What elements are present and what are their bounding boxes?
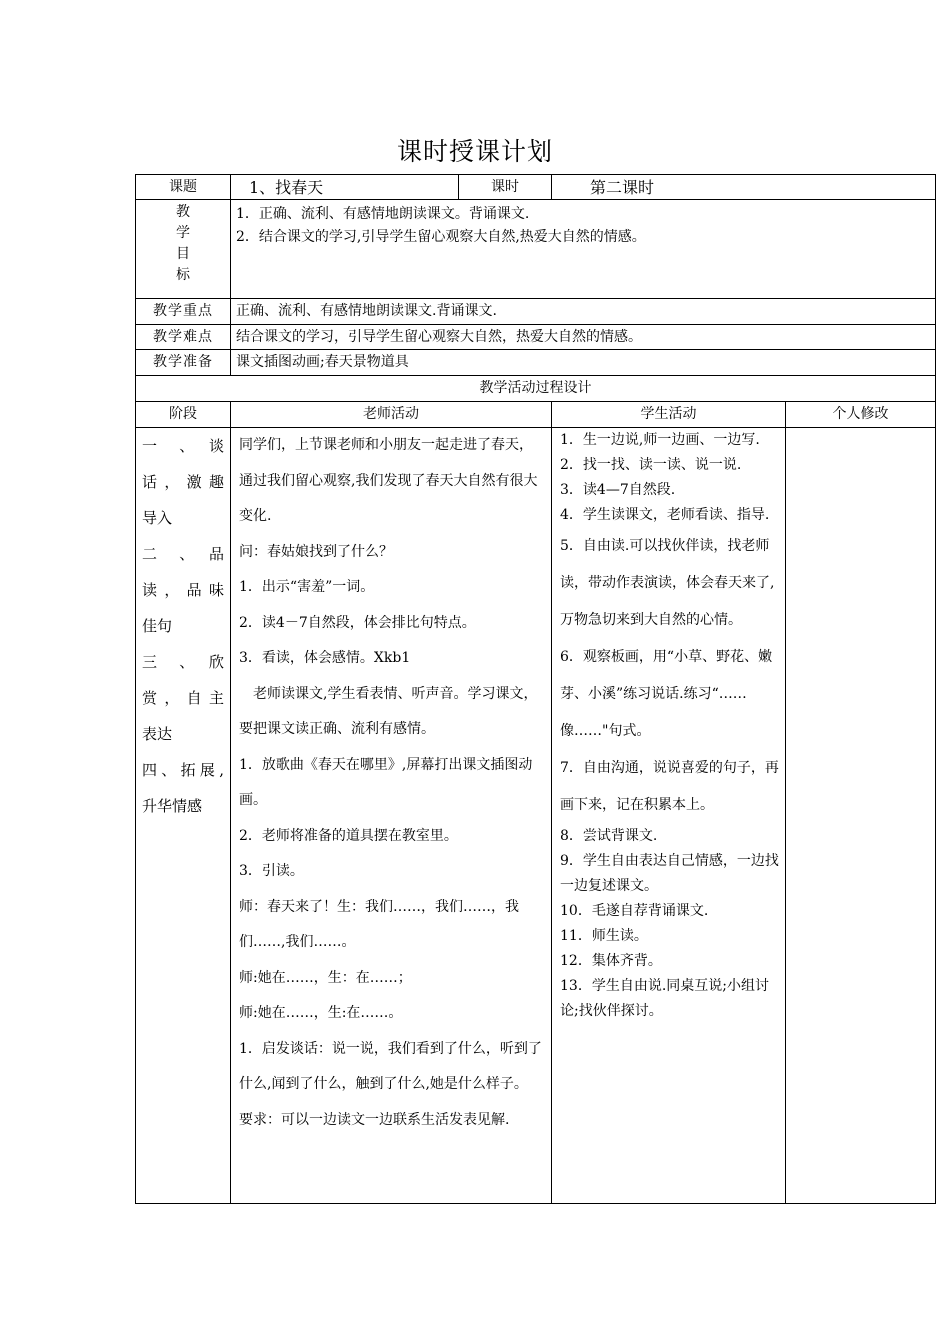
process-columns-row bbox=[136, 402, 936, 428]
student-line: 1．生一边说,师一边画、一边写. bbox=[560, 432, 760, 448]
student-line: 3．读4—7自然段. bbox=[560, 482, 676, 498]
teacher-line: 1．出示“害羞”一词。 bbox=[239, 579, 375, 595]
teacher-activity-cell bbox=[231, 428, 552, 1204]
student-line: 4．学生读课文，老师看读、指导. bbox=[560, 507, 770, 523]
period-label: 课时 bbox=[459, 175, 552, 200]
student-activity-cell bbox=[552, 428, 786, 1204]
preparation-label: 教学准备 bbox=[136, 350, 231, 376]
lesson-plan-table bbox=[135, 174, 936, 1204]
column-stage: 阶段 bbox=[136, 402, 231, 428]
teacher-line: 3．引读。 bbox=[239, 863, 304, 879]
teacher-line: 1．启发谈话：说一说，我们看到了什么，听到了什么,闻到了什么，触到了什么,她是什么样子。 bbox=[239, 1040, 542, 1092]
teacher-line: 1．放歌曲《春天在哪里》,屏幕打出课文插图动画。 bbox=[239, 756, 533, 808]
process-section-title: 教学活动过程设计 bbox=[136, 376, 936, 402]
teacher-line: 师:她在……，生：在……； bbox=[239, 969, 412, 986]
goal-item: 2．结合课文的学习,引导学生留心观察大自然,热爱大自然的情感。 bbox=[236, 229, 646, 245]
student-line: 13．学生自由说.同桌互说;小组讨论;找伙伴探讨。 bbox=[560, 978, 769, 1019]
key-points-value: 正确、流利、有感情地朗读课文.背诵课文. bbox=[231, 299, 936, 325]
goal-item: 1．正确、流利、有感情地朗读课文。背诵课文. bbox=[236, 206, 530, 222]
goals-label: 教 学 目 标 bbox=[136, 200, 231, 299]
teacher-line: 问：春姑娘找到了什么？ bbox=[239, 543, 393, 560]
teacher-line: 要求：可以一边读文一边联系生活发表见解. bbox=[239, 1111, 510, 1128]
stage-line: 升华情感 bbox=[142, 797, 203, 815]
student-line: 8．尝试背课文. bbox=[560, 828, 658, 844]
student-line: 7．自由沟通，说说喜爱的句子，再画下来，记在积累本上。 bbox=[560, 760, 779, 813]
goals-content bbox=[231, 200, 936, 299]
teacher-line: 3．看读，体会感情。Xkb1 bbox=[239, 650, 411, 666]
process-title-row bbox=[136, 376, 936, 402]
topic-label: 课题 bbox=[136, 175, 231, 200]
student-line: 6．观察板画，用“小草、野花、嫩芽、小溪”练习说话.练习“……像……"句式。 bbox=[560, 649, 773, 739]
stage-line: 赏，自主 bbox=[142, 689, 224, 707]
teacher-line: 师：春天来了！生：我们……，我们……，我们……,我们……。 bbox=[239, 898, 519, 950]
page-title: 课时授课计划 bbox=[396, 137, 553, 166]
stage-line: 话，激趣 bbox=[142, 473, 224, 491]
column-student: 学生活动 bbox=[552, 402, 786, 428]
teacher-line: 2．老师将准备的道具摆在教室里。 bbox=[239, 827, 458, 844]
preparation-row bbox=[136, 350, 936, 376]
teacher-line: 2．读4－7自然段，体会排比句特点。 bbox=[239, 614, 476, 631]
key-points-label: 教学重点 bbox=[136, 299, 231, 325]
difficulties-row bbox=[136, 325, 936, 350]
stage-line: 导入 bbox=[142, 509, 173, 527]
difficulties-label: 教学难点 bbox=[136, 325, 231, 350]
teacher-line: 同学们，上节课老师和小朋友一起走进了春天，通过我们留心观察,我们发现了春天大自然有很大变化. bbox=[239, 437, 538, 524]
period-value: 第二课时 bbox=[552, 175, 936, 200]
process-body-row bbox=[136, 428, 936, 1204]
stage-line: 二 、 品 bbox=[142, 545, 224, 563]
stage-line: 表达 bbox=[142, 725, 173, 743]
student-line: 9．学生自由表达自己情感，一边找一边复述课文。 bbox=[560, 853, 779, 894]
stage-cell bbox=[136, 428, 231, 1204]
student-line: 2．找一找、读一读、说一说. bbox=[560, 457, 742, 473]
student-line: 11．师生读。 bbox=[560, 928, 648, 944]
preparation-value: 课文插图动画;春天景物道具 bbox=[231, 350, 936, 376]
teacher-line: 师:她在……，生:在……。 bbox=[239, 1005, 403, 1021]
stage-line: 读，品味 bbox=[142, 581, 224, 599]
teacher-line: 老师读课文,学生看表情、听声音。学习课文，要把课文读正确、流利有感情。 bbox=[239, 685, 538, 737]
header-row bbox=[136, 175, 936, 200]
topic-value: 1、找春天 bbox=[231, 175, 459, 200]
student-line: 12．集体齐背。 bbox=[560, 953, 662, 969]
stage-line: 三 、 欣 bbox=[142, 653, 224, 671]
student-line: 5．自由读.可以找伙伴读，找老师读，带动作表演读，体会春天来了,万物急切来到大自然的心情。 bbox=[560, 538, 775, 628]
stage-line: 一 、 谈 bbox=[142, 437, 224, 455]
stage-line: 四、拓展, bbox=[142, 761, 224, 779]
difficulties-value: 结合课文的学习，引导学生留心观察大自然，热爱大自然的情感。 bbox=[231, 325, 936, 350]
goals-row bbox=[136, 200, 936, 299]
stage-line: 佳句 bbox=[142, 617, 173, 635]
key-points-row bbox=[136, 299, 936, 325]
student-line: 10．毛遂自荐背诵课文. bbox=[560, 903, 709, 919]
notes-cell bbox=[786, 428, 936, 1204]
column-teacher: 老师活动 bbox=[231, 402, 552, 428]
column-notes: 个人修改 bbox=[786, 402, 936, 428]
